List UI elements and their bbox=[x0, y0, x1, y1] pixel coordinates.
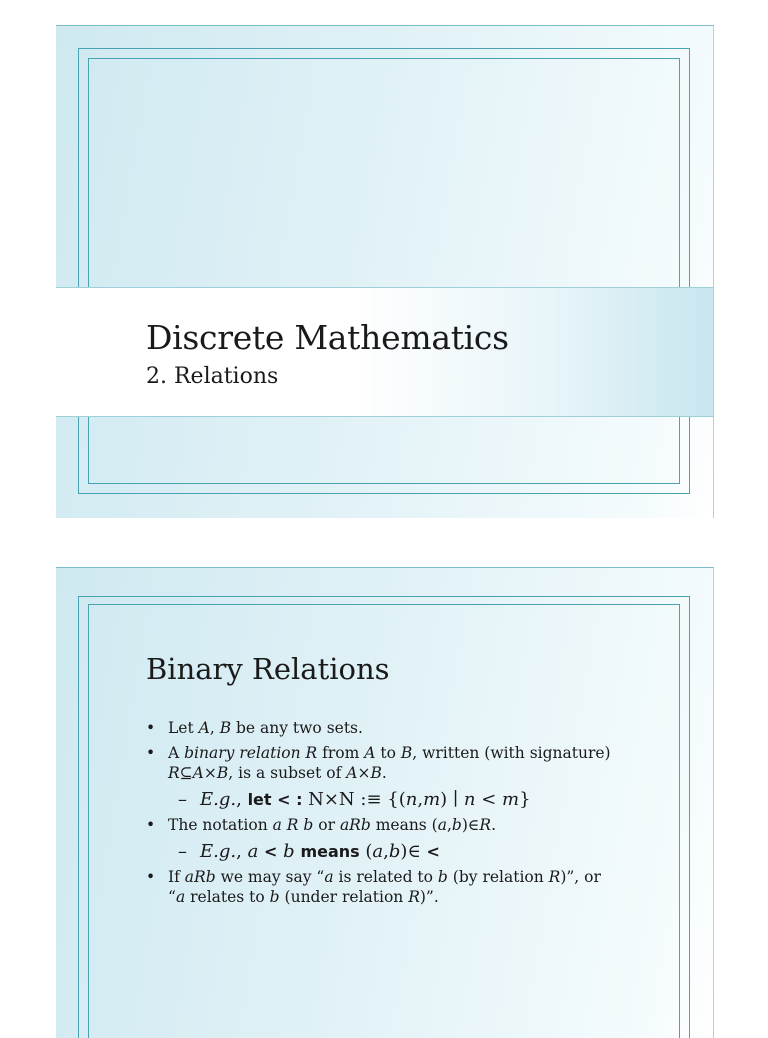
text: . bbox=[491, 816, 496, 834]
text: )∈ bbox=[400, 841, 427, 862]
text: E.g. bbox=[200, 841, 237, 862]
var: a bbox=[372, 841, 384, 862]
var: a bbox=[175, 888, 186, 906]
var: b bbox=[283, 841, 295, 862]
symbol: < bbox=[277, 790, 291, 809]
term: binary relation R bbox=[184, 744, 318, 762]
binary-relations-slide bbox=[56, 567, 714, 1038]
text: relates to bbox=[185, 888, 270, 906]
text: to bbox=[375, 744, 401, 762]
presentation-subtitle: 2. Relations bbox=[146, 364, 279, 389]
text: )”. bbox=[419, 888, 439, 906]
bullet-item bbox=[146, 815, 616, 835]
text: . bbox=[381, 764, 387, 782]
bullet-item bbox=[146, 718, 616, 738]
symbol: < bbox=[264, 842, 278, 861]
text: If bbox=[168, 868, 185, 886]
text: E.g. bbox=[200, 789, 237, 810]
var: B bbox=[216, 764, 229, 782]
var: n bbox=[463, 789, 476, 810]
var: b bbox=[388, 841, 401, 862]
title-slide bbox=[56, 25, 714, 518]
var: m bbox=[502, 789, 520, 810]
text: , is a subset of bbox=[228, 764, 347, 782]
var: a bbox=[247, 841, 259, 862]
var: b bbox=[437, 868, 448, 886]
text: ) ∣ bbox=[440, 789, 464, 810]
text: A bbox=[168, 744, 185, 762]
text: (by relation bbox=[447, 868, 549, 886]
var: B bbox=[400, 744, 413, 762]
text: , bbox=[209, 719, 220, 737]
text: or bbox=[313, 816, 340, 834]
var: A bbox=[346, 764, 358, 782]
text: < bbox=[475, 789, 502, 810]
var: m bbox=[423, 789, 441, 810]
text: , bbox=[446, 816, 452, 834]
text: we may say “ bbox=[215, 868, 325, 886]
text: be any two sets. bbox=[231, 719, 363, 737]
text: The notation bbox=[168, 816, 273, 834]
text: )∈ bbox=[461, 816, 480, 834]
var: A bbox=[198, 719, 210, 737]
symbol: × bbox=[203, 764, 217, 782]
sub-bullet-item bbox=[146, 840, 616, 864]
text: , bbox=[236, 789, 248, 810]
text: )”, or bbox=[560, 868, 601, 886]
title-band bbox=[56, 287, 713, 417]
bullet-item bbox=[146, 867, 616, 907]
text: :≡ {( bbox=[354, 789, 406, 810]
sub-bullet-item bbox=[146, 788, 616, 812]
text: : bbox=[290, 790, 309, 809]
var: B bbox=[370, 764, 382, 782]
text: means ( bbox=[370, 816, 438, 834]
symbol: × bbox=[357, 764, 371, 782]
text: from bbox=[317, 744, 365, 762]
var: R bbox=[168, 764, 180, 782]
symbol: ⊆ bbox=[179, 764, 193, 782]
text: } bbox=[519, 789, 531, 810]
var: aRb bbox=[339, 816, 371, 834]
var: aRb bbox=[184, 868, 216, 886]
var: A bbox=[364, 744, 376, 762]
symbol: < bbox=[426, 842, 440, 861]
text: ( bbox=[359, 841, 373, 862]
text: is related to bbox=[333, 868, 438, 886]
slide-title: Binary Relations bbox=[146, 652, 390, 686]
text: , bbox=[417, 789, 424, 810]
text: , bbox=[236, 841, 248, 862]
text: “ bbox=[168, 888, 176, 906]
var: b bbox=[269, 888, 280, 906]
text: Let bbox=[168, 719, 199, 737]
presentation-title: Discrete Mathematics bbox=[146, 318, 509, 357]
text: , bbox=[383, 841, 389, 862]
text: (under relation bbox=[279, 888, 409, 906]
var: B bbox=[219, 719, 232, 737]
text: means bbox=[300, 842, 360, 861]
symbol: N×N bbox=[308, 789, 355, 810]
var: n bbox=[405, 789, 418, 810]
var: A bbox=[192, 764, 204, 782]
var: R bbox=[548, 868, 561, 886]
bullet-item bbox=[146, 743, 616, 783]
var: b bbox=[451, 816, 462, 834]
slide-frame-inner bbox=[88, 58, 680, 484]
var: a bbox=[437, 816, 447, 834]
var: a R b bbox=[272, 816, 314, 834]
slide-content bbox=[146, 718, 616, 912]
text: let bbox=[247, 790, 278, 809]
var: R bbox=[479, 816, 492, 834]
var: a bbox=[324, 868, 334, 886]
text: , written (with signature) bbox=[412, 744, 611, 762]
var: R bbox=[408, 888, 420, 906]
